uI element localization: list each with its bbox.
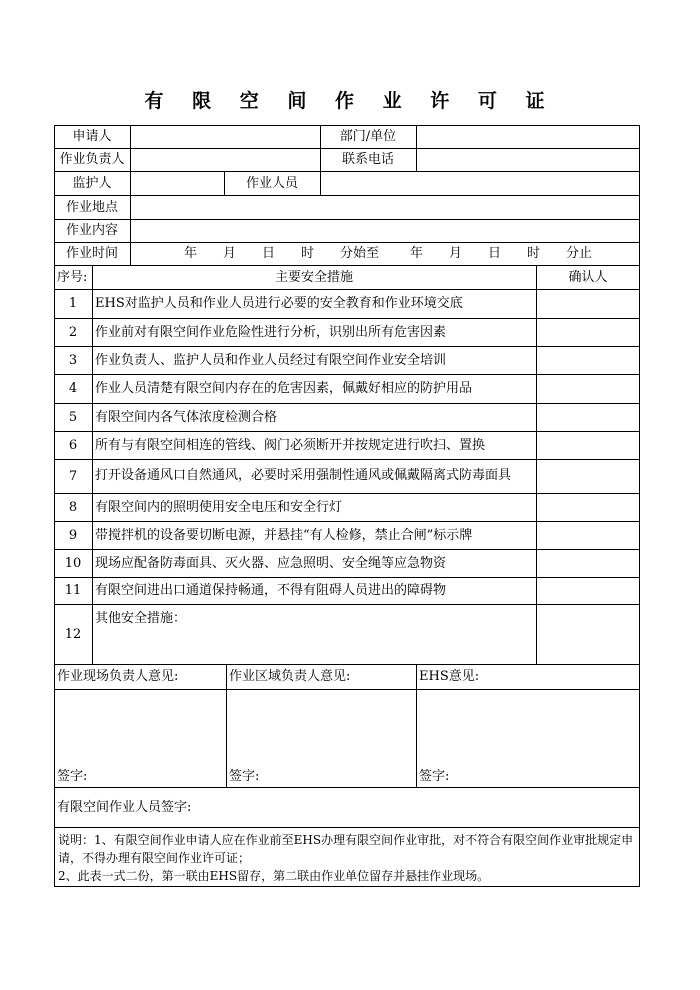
measure-no: 2 <box>68 324 78 340</box>
measure-text: 现场应配备防毒面具、灭火器、应急照明、安全绳等应急物资 <box>95 555 447 571</box>
measure-text: 打开设备通风口自然通风，必要时采用强制性通风或佩戴隔离式防毒面具 <box>95 468 512 483</box>
ehs-opinion-label: EHS意见: <box>419 669 480 684</box>
note-line-1: 说明：1、有限空间作业申请人应在作业前至EHS办理有限空间作业审批，对不符合有限空间作业审批规定申请，不得办理有限空间作业许可证； <box>58 833 634 865</box>
confirm-cell[interactable] <box>537 493 639 521</box>
measure-text: 作业前对有限空间作业危险性进行分析，识别出所有危害因素 <box>95 324 447 340</box>
note-line-2: 2、此表一式二份，第一联由EHS留存，第二联由作业单位留存并悬挂作业现场。 <box>58 869 490 883</box>
measure-text: 作业人员清楚有限空间内存在的危害因素，佩戴好相应的防护用品 <box>95 381 473 396</box>
worker-label: 作业人员 <box>245 175 298 191</box>
worker-field[interactable] <box>321 171 639 195</box>
location-label: 作业地点 <box>65 199 118 215</box>
measure-no: 4 <box>68 381 78 396</box>
measure-text: EHS对监护人员和作业人员进行必要的安全教育和作业环境交底 <box>95 296 463 311</box>
confirm-cell[interactable] <box>537 431 639 459</box>
leader-field[interactable] <box>131 148 320 171</box>
guardian-label: 监护人 <box>72 175 112 191</box>
site-opinion-area[interactable] <box>55 690 225 765</box>
confirm-header: 确认人 <box>568 269 608 285</box>
measure-text: 所有与有限空间相连的管线、阀门必须断开并按规定进行吹扫、置换 <box>95 437 486 453</box>
area-sign-label: 签字: <box>229 768 260 784</box>
confirm-cell[interactable] <box>537 521 639 549</box>
guardian-field[interactable] <box>131 171 224 195</box>
measure-no: 3 <box>68 352 78 368</box>
measure-text: 带搅拌机的设备要切断电源，并悬挂“有人检修，禁止合闸”标示牌 <box>95 527 473 543</box>
confirm-cell[interactable] <box>537 318 639 346</box>
measure-header: 主要安全措施 <box>274 269 353 285</box>
ehs-sign-label: 签字: <box>419 768 450 784</box>
measure-no: 5 <box>68 409 78 425</box>
measure-text: 作业负责人、监护人员和作业人员经过有限空间作业安全培训 <box>95 352 447 368</box>
leader-label: 作业负责人 <box>59 152 125 167</box>
workers-sign-label: 有限空间作业人员签字: <box>57 799 192 815</box>
applicant-field[interactable] <box>131 125 320 148</box>
dept-label: 部门/单位 <box>339 129 397 144</box>
measure-no: 6 <box>68 437 78 453</box>
measure-no: 12 <box>64 626 82 642</box>
no-header: 序号: <box>57 269 88 285</box>
confirm-cell[interactable] <box>537 604 639 664</box>
confirm-cell[interactable] <box>537 346 639 374</box>
measure-no: 1 <box>68 296 78 311</box>
measure-text: 有限空间内的照明使用安全电压和安全行灯 <box>95 499 343 515</box>
content-field[interactable] <box>131 219 639 242</box>
phone-field[interactable] <box>417 148 639 171</box>
measure-text: 有限空间进出口通道保持畅通，不得有阻碍人员进出的障碍物 <box>95 583 447 598</box>
dept-field[interactable] <box>417 125 639 148</box>
ehs-opinion-area[interactable] <box>417 690 639 765</box>
confirm-cell[interactable] <box>537 403 639 431</box>
area-opinion-label: 作业区域负责人意见: <box>229 669 351 684</box>
phone-label: 联系电话 <box>341 152 394 167</box>
content-label: 作业内容 <box>65 223 118 238</box>
confirm-cell[interactable] <box>537 577 639 604</box>
permit-form <box>54 125 640 887</box>
measure-text: 有限空间内各气体浓度检测合格 <box>95 409 278 425</box>
measure-no: 10 <box>64 555 82 571</box>
notes <box>58 831 636 885</box>
measure-text: 其他安全措施： <box>95 611 187 626</box>
time-end[interactable]: 年 月 日 时 分止 <box>410 246 593 261</box>
time-start[interactable]: 年 月 日 时 分始至 <box>184 246 380 261</box>
measure-no: 8 <box>68 499 78 515</box>
confirm-cell[interactable] <box>537 289 639 318</box>
confirm-cell[interactable] <box>537 374 639 403</box>
site-sign-label: 签字: <box>57 768 88 784</box>
confirm-cell[interactable] <box>537 459 639 493</box>
page-title: 有 限 空 间 作 业 许 可 证 <box>144 90 556 112</box>
time-label: 作业时间 <box>65 246 118 261</box>
site-opinion-label: 作业现场负责人意见: <box>57 669 179 684</box>
measure-no: 7 <box>68 468 78 484</box>
confirm-cell[interactable] <box>537 549 639 577</box>
location-field[interactable] <box>131 195 639 219</box>
measure-no: 9 <box>68 527 78 543</box>
applicant-label: 申请人 <box>72 129 112 144</box>
area-opinion-area[interactable] <box>227 690 415 765</box>
measure-no: 11 <box>64 583 82 598</box>
